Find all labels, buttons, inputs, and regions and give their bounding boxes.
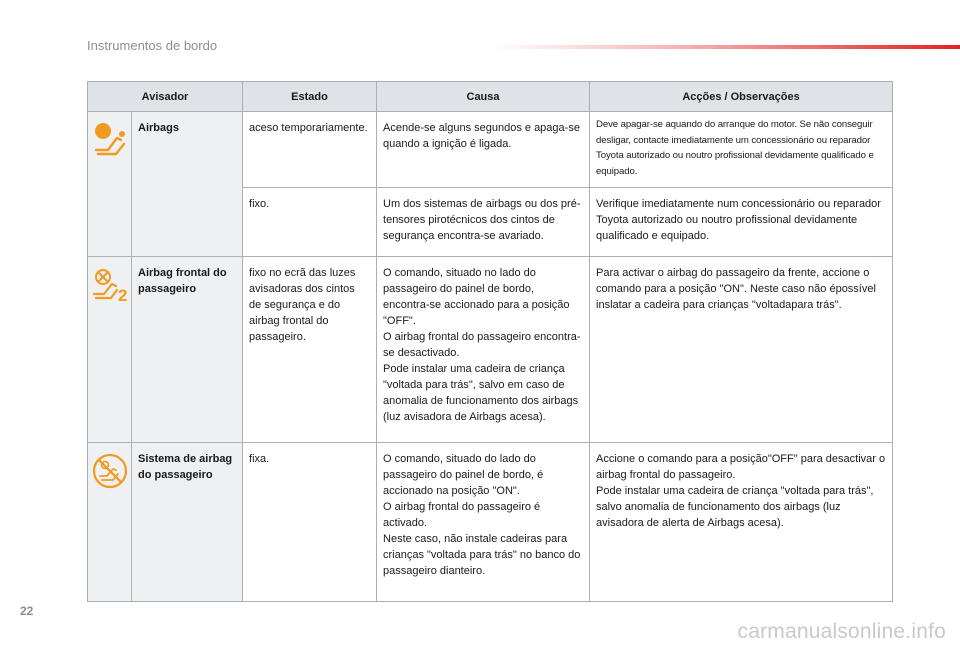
causa-line: O comando, situado no lado do passageiro do painel de bordo, encontra-se accionado para a posição "OFF". (383, 267, 570, 327)
accoes-cell: Para activar o airbag do passageiro da frente, accione o comando para a posição "ON". Neste caso não épossível inslatar a cadeira para crianças "voltadapara trás". (590, 257, 893, 443)
page-number: 22 (20, 604, 34, 618)
estado-cell: fixa. (243, 443, 377, 602)
causa-cell: Um dos sistemas de airbags ou dos pré-tensores pirotécnicos dos cintos de segurança encontra-se avariado. (377, 188, 590, 257)
causa-line: O airbag frontal do passageiro encontra-se desactivado. (383, 331, 581, 359)
accoes-line: Pode instalar uma cadeira de criança "voltada para trás", salvo anomalia de funcionamento dos airbags (luz avisadora de alerta de Airbags acesa). (596, 485, 874, 529)
icon-cell (88, 257, 132, 443)
header-accent-bar (490, 45, 960, 49)
estado-cell: fixo. (243, 188, 377, 257)
warning-name: Sistema de airbag do passageiro (132, 443, 243, 602)
warning-name: Airbags (132, 112, 243, 257)
estado-cell: aceso temporariamente. (243, 112, 377, 188)
airbag-warning-icon (88, 120, 131, 160)
accoes-line: Accione o comando para a posição"OFF" para desactivar o airbag frontal do passageiro. (596, 453, 886, 481)
causa-line: O comando, situado do lado do passageiro do painel de bordo, é accionado na posição "ON". (383, 453, 544, 497)
col-header-estado: Estado (243, 82, 377, 112)
accoes-cell (590, 443, 893, 602)
icon-cell (88, 443, 132, 602)
page-header-title: Instrumentos de bordo (87, 38, 218, 53)
col-header-causa: Causa (377, 82, 590, 112)
accoes-cell: Verifique imediatamente num concessionário ou reparador Toyota autorizado ou noutro profissional devidamente qualificado e equipado. (590, 188, 893, 257)
causa-line: O airbag frontal do passageiro é activado. (383, 501, 541, 529)
passenger-airbag-on-icon (88, 451, 131, 491)
warning-name: Airbag frontal do passageiro (132, 257, 243, 443)
causa-cell: Acende-se alguns segundos e apaga-se quando a ignição é ligada. (377, 112, 590, 188)
table-row (88, 112, 893, 188)
causa-line: Neste caso, não instale cadeiras para crianças "voltada para trás" no banco do passageiro dianteiro. (383, 533, 581, 577)
causa-cell (377, 443, 590, 602)
watermark-text: carmanualsonline.info (737, 620, 946, 643)
estado-cell: fixo no ecrã das luzes avisadoras dos cintos de segurança e do airbag frontal do passageiro. (243, 257, 377, 443)
icon-cell (88, 112, 132, 257)
causa-line: Pode instalar uma cadeira de criança "voltada para trás", salvo em caso de anomalia de funcionamento dos airbags (luz avisadora de Airbags acesa). (383, 363, 579, 423)
warning-lights-table (87, 81, 893, 602)
causa-cell (377, 257, 590, 443)
passenger-airbag-off-icon (88, 265, 131, 305)
svg-text:2: 2 (117, 286, 127, 305)
accoes-cell: Deve apagar-se aquando do arranque do motor. Se não conseguir desligar, contacte imediatamente um concessionário ou reparador Toyota autorizado ou noutro profissional devidamente qualificado e equipado. (590, 112, 893, 188)
table-header-row (88, 82, 893, 112)
col-header-avisador: Avisador (88, 82, 243, 112)
table-row (88, 257, 893, 443)
table-row (88, 443, 893, 602)
col-header-accoes: Acções / Observações (590, 82, 893, 112)
